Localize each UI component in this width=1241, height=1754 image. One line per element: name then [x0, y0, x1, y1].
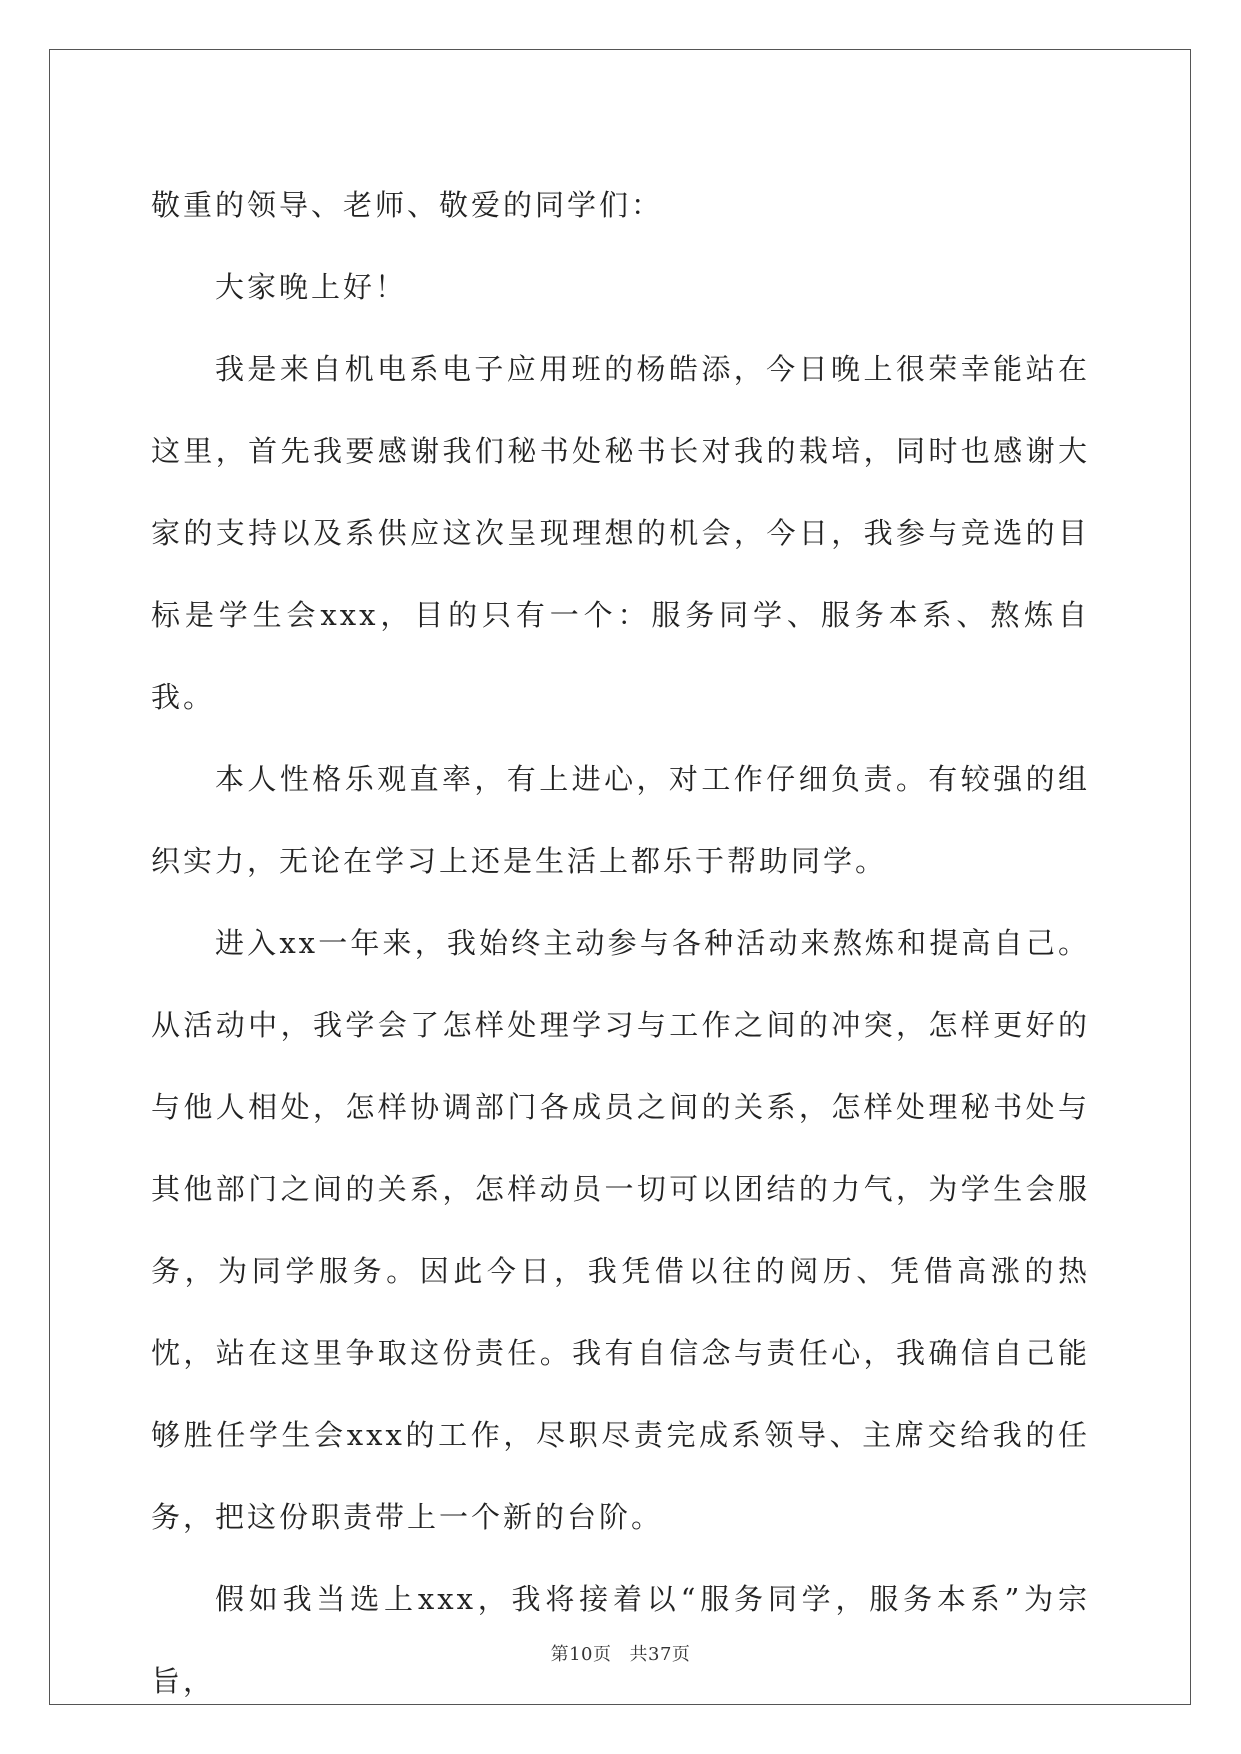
- page-total: 共37页: [629, 1644, 691, 1665]
- paragraph-pledge: 假如我当选上xxx，我将接着以“服务同学，服务本系”为宗旨，: [151, 1582, 1090, 1698]
- salutation: 敬重的领导、老师、敬爱的同学们：: [151, 188, 664, 222]
- paragraph-introduction: 我是来自机电系电子应用班的杨皓添，今日晚上很荣幸能站在这里，首先我要感谢我们秘书处秘书长对我的栽培，同时也感谢大家的支持以及系供应这次呈现理想的机会，今日，我参与竞选的目标是学生会xxx，目的只有一个：服务同学、服务本系、熬炼自我。: [151, 352, 1090, 714]
- paragraph-personality: 本人性格乐观直率，有上进心，对工作仔细负责。有较强的组织实力，无论在学习上还是生活上都乐于帮助同学。: [151, 762, 1090, 878]
- paragraph-greeting: 大家晚上好！: [215, 270, 408, 304]
- document-body: [151, 164, 1090, 1722]
- page-footer: [0, 1643, 1241, 1667]
- paragraph-experience: 进入xx一年来，我始终主动参与各种活动来熬炼和提高自己。从活动中，我学会了怎样处理学习与工作之间的冲突，怎样更好的与他人相处，怎样协调部门各成员之间的关系，怎样处理秘书处与其他部门之间的关系，怎样动员一切可以团结的力气，为学生会服务，为同学服务。因此今日，我凭借以往的阅历、凭借高涨的热忱，站在这里争取这份责任。我有自信念与责任心，我确信自己能够胜任学生会xxx的工作，尽职尽责完成系领导、主席交给我的任务，把这份职责带上一个新的台阶。: [151, 926, 1090, 1534]
- page-number: 第10页: [550, 1644, 612, 1665]
